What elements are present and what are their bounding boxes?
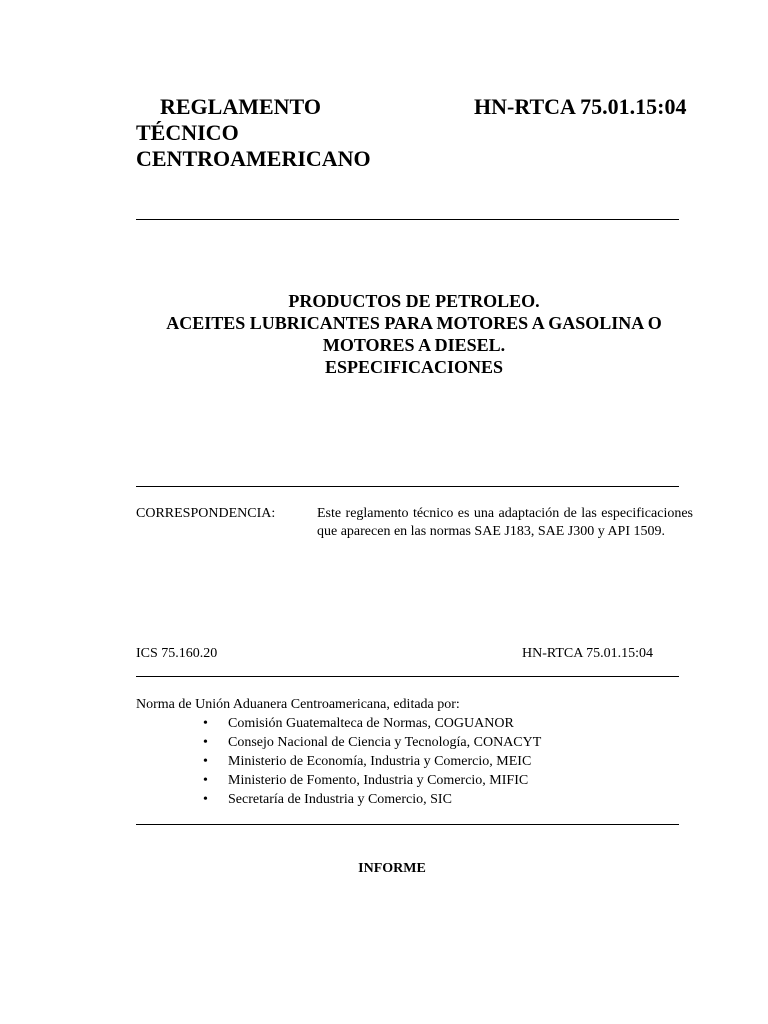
divider-3	[136, 676, 679, 677]
title-line-1: PRODUCTOS DE PETROLEO.	[288, 291, 540, 311]
title-line-3: MOTORES A DIESEL.	[322, 335, 506, 355]
header-title-line-2: TÉCNICO	[136, 120, 239, 145]
title-line-4: ESPECIFICACIONES	[324, 357, 504, 377]
list-item: • Ministerio de Economía, Industria y Comercio, MEIC	[203, 754, 532, 769]
header-code: HN-RTCA 75.01.15:04	[474, 94, 687, 119]
correspondence-label: CORRESPONDENCIA:	[136, 506, 276, 521]
bullet-icon: •	[203, 792, 208, 807]
header-title-line-1: REGLAMENTO	[160, 94, 321, 119]
edited-by-intro: Norma de Unión Aduanera Centroamericana, editada por:	[136, 697, 460, 712]
divider-4	[136, 824, 679, 825]
list-item: • Comisión Guatemalteca de Normas, COGUANOR	[203, 716, 514, 731]
bullet-icon: •	[203, 735, 208, 750]
list-item: • Secretaría de Industria y Comercio, SIC	[203, 792, 452, 807]
document-title	[120, 290, 708, 378]
list-item: • Ministerio de Fomento, Industria y Comercio, MIFIC	[203, 773, 529, 788]
bullet-icon: •	[203, 773, 208, 788]
header-title-line-3: CENTROAMERICANO	[136, 146, 371, 171]
divider-2	[136, 486, 679, 487]
section-heading: INFORME	[358, 861, 426, 876]
list-item: • Consejo Nacional de Ciencia y Tecnología, CONACYT	[203, 735, 542, 750]
title-line-2: ACEITES LUBRICANTES PARA MOTORES A GASOLINA O	[166, 313, 662, 333]
header-title	[136, 94, 436, 172]
divider-1	[136, 219, 679, 220]
bullet-icon: •	[203, 716, 208, 731]
editors-list	[200, 714, 541, 809]
correspondence-text: Este reglamento técnico es una adaptación de las especificaciones que aparecen en las normas SAE J183, SAE J300 y API 1509.	[317, 506, 693, 539]
regulation-code: HN-RTCA 75.01.15:04	[522, 646, 653, 661]
ics-code: ICS 75.160.20	[136, 646, 218, 661]
bullet-icon: •	[203, 754, 208, 769]
